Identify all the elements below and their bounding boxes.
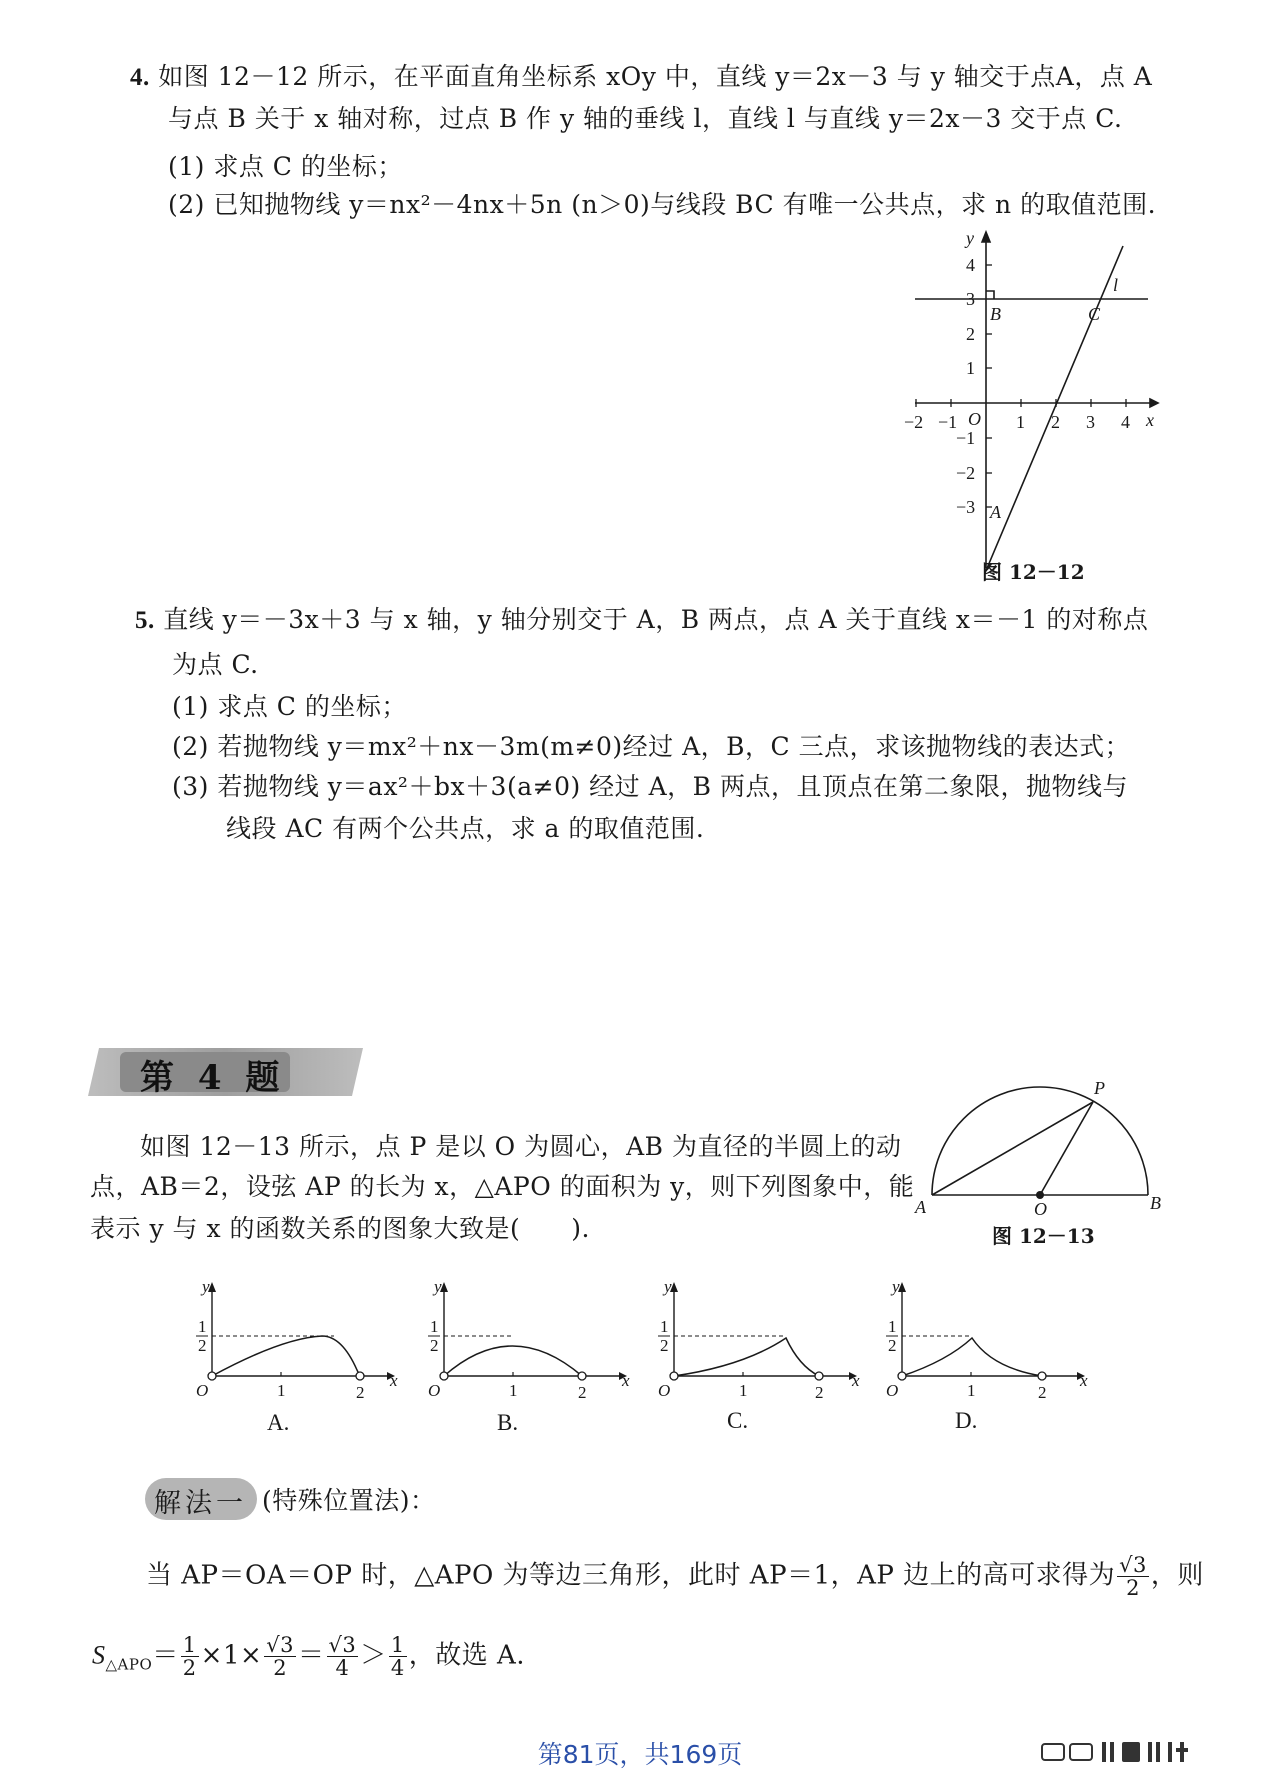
page-indicator: 第81页，共169页 — [537, 1740, 743, 1769]
figure-12-13-graph — [910, 1070, 1170, 1220]
point-a-label-2: A — [915, 1197, 926, 1217]
x-tick-1: 1 — [1016, 412, 1025, 432]
x-tick-neg1: −1 — [938, 412, 958, 432]
toolbar-icons — [1040, 1738, 1240, 1768]
fraction-1-num: 1 — [182, 1633, 197, 1657]
fraction-3-num: √3 — [328, 1633, 357, 1657]
y-tick-1: 1 — [966, 358, 975, 378]
y-tick-neg2: −2 — [956, 463, 976, 483]
area-subscript: △APO — [105, 1655, 153, 1674]
point-p-label: P — [1094, 1078, 1105, 1098]
option-curve — [212, 1336, 360, 1376]
option-tick-1-label: 1 — [277, 1381, 286, 1400]
option-half-num: 1 — [198, 1317, 207, 1336]
option-graph-b — [428, 1278, 630, 1402]
q5-part-4: 线段 AC 有两个公共点，求 a 的取值范围. — [226, 814, 705, 843]
option-half-den: 2 — [198, 1336, 207, 1355]
y-tick-neg1: −1 — [956, 428, 976, 448]
option-origin-label: O — [886, 1381, 899, 1400]
fit-icon — [1070, 1744, 1092, 1760]
greater-than: ＞ — [360, 1640, 387, 1671]
x-axis-arrow — [1150, 399, 1158, 407]
fraction-3 — [327, 1634, 359, 1679]
solution-method: (特殊位置法)： — [262, 1486, 436, 1515]
q5-part-2: (2) 若抛物线 y＝mx²＋nx－3m(m≠0)经过 A，B，C 三点，求该抛物线的表达式； — [172, 732, 1131, 761]
point-a-label: A — [990, 502, 1001, 522]
option-curve — [902, 1338, 1042, 1376]
fraction-1-den: 2 — [182, 1656, 197, 1680]
option-graph-a — [196, 1278, 398, 1402]
option-x-label: x — [852, 1371, 860, 1390]
option-origin-label: O — [196, 1381, 209, 1400]
option-half-den: 2 — [430, 1336, 439, 1355]
radius-op — [1040, 1102, 1093, 1195]
x-axis-label: x — [1146, 410, 1154, 430]
solution-line-2 — [92, 1634, 525, 1682]
figure-12-13 — [910, 1070, 1170, 1248]
option-open-start — [208, 1372, 216, 1380]
option-graph-c — [658, 1278, 860, 1402]
q5-number: 5. — [135, 607, 155, 634]
footer-toolbar — [1040, 1738, 1240, 1772]
fraction-2-num: √3 — [266, 1633, 295, 1657]
option-half-num: 1 — [430, 1317, 439, 1336]
option-open-start — [898, 1372, 906, 1380]
figure-12-12-caption: 图 12－12 — [982, 560, 1085, 584]
semicircle-arc — [932, 1087, 1148, 1195]
solution-text-1b: ，则 — [1150, 1560, 1204, 1591]
fraction-2 — [264, 1634, 296, 1679]
equals-2: ＝ — [298, 1640, 325, 1671]
fraction-4-den: 4 — [390, 1656, 405, 1680]
q4b-line-3: 表示 y 与 x 的函数关系的图象大致是( ). — [90, 1214, 590, 1243]
option-curve — [444, 1346, 582, 1376]
q4-part-1: (1) 求点 C 的坐标； — [168, 152, 403, 181]
q4b-line-1: 如图 12－13 所示，点 P 是以 O 为圆心，AB 为直径的半圆上的动 — [140, 1132, 902, 1161]
option-half-den: 2 — [660, 1336, 669, 1355]
x-tick-4: 4 — [1121, 412, 1130, 432]
center-point — [1036, 1191, 1044, 1199]
option-half-num: 1 — [888, 1317, 897, 1336]
y-tick-4: 4 — [966, 255, 975, 275]
x-tick-3: 3 — [1086, 412, 1095, 432]
fraction-4 — [389, 1634, 407, 1679]
right-angle-mark — [986, 291, 994, 299]
solution-conclusion: ，故选 A. — [408, 1640, 525, 1671]
fraction-height — [1117, 1554, 1149, 1599]
q4-part-2: (2) 已知抛物线 y＝nx²－4nx＋5n (n＞0)与线段 BC 有唯一公共点，求 n 的取值范围. — [168, 190, 1157, 219]
point-b-label-2: B — [1150, 1193, 1161, 1213]
option-tick-2-label: 2 — [815, 1383, 824, 1402]
option-graphs — [170, 1278, 1090, 1412]
x-tick-neg2: −2 — [904, 412, 924, 432]
figure-12-13-caption: 图 12－13 — [992, 1224, 1095, 1248]
option-x-label: x — [622, 1371, 630, 1390]
y-tick-2: 2 — [966, 324, 975, 344]
q5-part-1: (1) 求点 C 的坐标； — [172, 692, 407, 721]
y-tick-neg3: −3 — [956, 497, 976, 517]
x-tick-2: 2 — [1051, 412, 1060, 432]
fraction-1 — [181, 1634, 199, 1679]
fraction-3-den: 4 — [335, 1656, 350, 1680]
option-open-end — [1038, 1372, 1046, 1380]
y-tick-3: 3 — [966, 289, 975, 309]
equals-1: ＝ — [152, 1640, 179, 1671]
option-tick-1-label: 1 — [967, 1381, 976, 1400]
option-y-label: y — [434, 1278, 442, 1296]
chord-ap — [932, 1102, 1093, 1195]
fraction-height-den: 2 — [1126, 1576, 1140, 1600]
line-l-label: l — [1113, 275, 1119, 295]
figure-12-12 — [900, 228, 1160, 592]
fraction-height-num: √3 — [1119, 1553, 1147, 1577]
option-half-den: 2 — [888, 1336, 897, 1355]
option-curve — [674, 1338, 819, 1376]
q5-line-1 — [135, 603, 1148, 638]
option-a-label: A. — [267, 1410, 290, 1435]
q4-number: 4. — [130, 64, 150, 91]
q4-line-1 — [130, 60, 1152, 95]
option-tick-2-label: 2 — [1038, 1383, 1047, 1402]
point-b-label: B — [990, 304, 1001, 324]
option-tick-2-label: 2 — [356, 1383, 365, 1402]
option-y-label: y — [202, 1278, 210, 1296]
option-graphs-svg — [170, 1278, 1090, 1408]
option-open-end — [578, 1372, 586, 1380]
option-half-num: 1 — [660, 1317, 669, 1336]
option-open-start — [670, 1372, 678, 1380]
option-c-label: C. — [727, 1408, 749, 1433]
area-symbol: S — [92, 1640, 106, 1670]
q5-line-2: 为点 C. — [172, 650, 259, 679]
option-graph-d — [886, 1278, 1088, 1402]
y-axis-label: y — [966, 228, 974, 248]
fraction-4-num: 1 — [390, 1633, 405, 1657]
option-b-label: B. — [497, 1410, 519, 1435]
option-open-end — [356, 1372, 364, 1380]
fraction-2-den: 2 — [273, 1656, 288, 1680]
option-origin-label: O — [658, 1381, 671, 1400]
solution-line-1 — [146, 1554, 1204, 1599]
option-open-end — [815, 1372, 823, 1380]
times-text: ×1× — [200, 1640, 263, 1671]
line-2x-3 — [985, 246, 1123, 573]
q4b-line-2: 点，AB＝2，设弦 AP 的长为 x，△APO 的面积为 y，则下列图象中，能 — [90, 1172, 915, 1201]
y-axis-arrow — [982, 232, 990, 242]
solution-badge: 解法一 — [154, 1488, 247, 1519]
option-tick-1-label: 1 — [509, 1381, 518, 1400]
solution-text-1a: 当 AP＝OA＝OP 时，△APO 为等边三角形，此时 AP＝1，AP 边上的高可求得为 — [146, 1560, 1116, 1591]
option-y-label: y — [892, 1278, 900, 1296]
option-origin-label: O — [428, 1381, 441, 1400]
q4-text-1: 如图 12－12 所示，在平面直角坐标系 xOy 中，直线 y＝2x－3 与 y 轴交于点A，点 A — [158, 62, 1153, 91]
option-tick-2-label: 2 — [578, 1383, 587, 1402]
section-title: 第 4 题 — [140, 1058, 286, 1098]
option-y-label: y — [664, 1278, 672, 1296]
point-c-label: C — [1088, 304, 1101, 324]
option-d-label: D. — [955, 1408, 978, 1433]
q5-part-3: (3) 若抛物线 y＝ax²＋bx＋3(a≠0) 经过 A，B 两点，且顶点在第二象限，抛物线与 — [172, 772, 1128, 801]
option-open-start — [440, 1372, 448, 1380]
figure-12-12-graph — [900, 228, 1160, 588]
q5-text-1: 直线 y＝－3x＋3 与 x 轴，y 轴分别交于 A，B 两点，点 A 关于直线 x＝－1 的对称点 — [163, 605, 1149, 634]
view-icon — [1042, 1744, 1064, 1760]
option-x-label: x — [1080, 1371, 1088, 1390]
q4-line-2: 与点 B 关于 x 轴对称，过点 B 作 y 轴的垂线 l，直线 l 与直线 y＝2x－3 交于点 C. — [168, 104, 1123, 133]
origin-label: O — [968, 409, 981, 429]
point-o-label: O — [1034, 1199, 1047, 1219]
option-x-label: x — [390, 1371, 398, 1390]
option-tick-1-label: 1 — [739, 1381, 748, 1400]
